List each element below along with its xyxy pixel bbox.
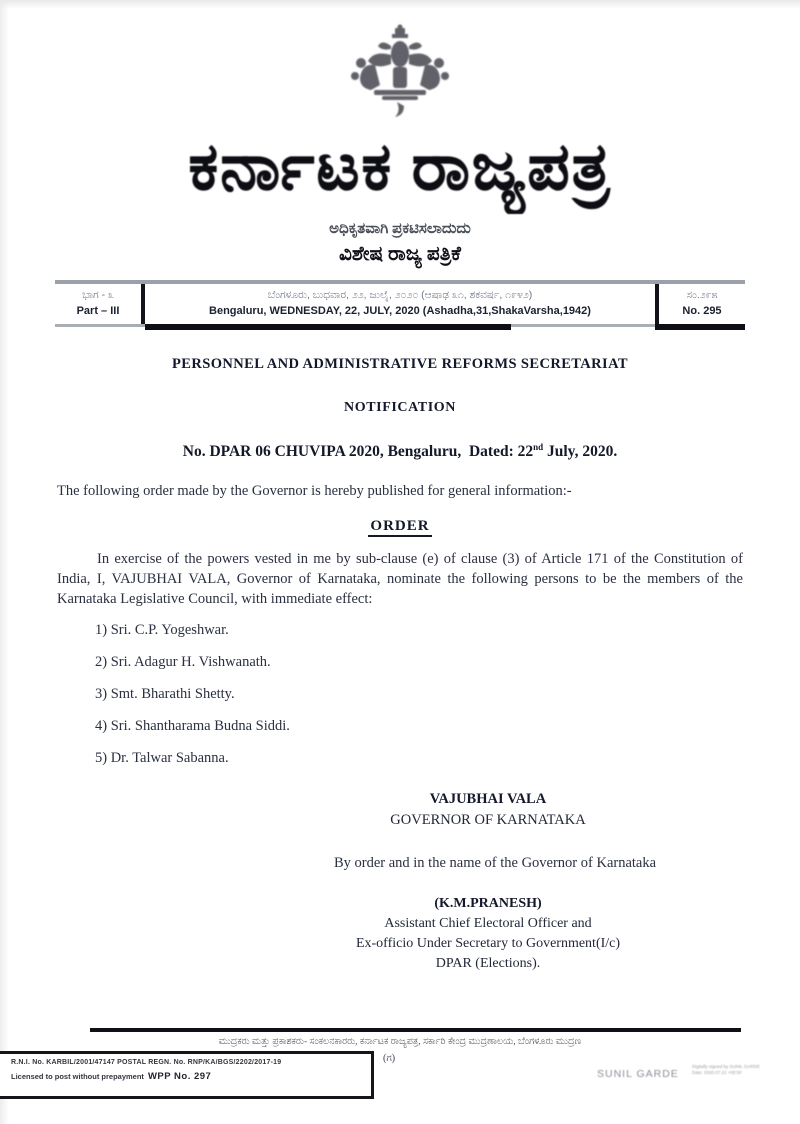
- issue-number-kannada: ಸಂ.೨೯೫: [686, 289, 718, 301]
- rni-postal-registration-line: R.N.I. No. KARBIL/2001/47147 POSTAL REGN. No. RNP/KA/BGS/2202/2017-19: [11, 1059, 282, 1066]
- publication-intro-line: The following order made by the Governor is hereby published for general information:-: [57, 483, 572, 500]
- footer-section-marker: (ಗ): [383, 1053, 396, 1064]
- published-by-authority-kannada: ಅಧಿಕೃತವಾಗಿ ಪ್ರಕಟಿಸಲಾದುದು: [329, 221, 471, 237]
- digital-signature-details: [692, 1064, 777, 1076]
- department-heading: PERSONNEL AND ADMINISTRATIVE REFORMS SECRETARIAT: [172, 356, 628, 372]
- part-label-english: Part – III: [76, 305, 120, 317]
- gazette-title-kannada: ಕರ್ನಾಟಕ ರಾಜ್ಯಪತ್ರ: [188, 131, 612, 204]
- nominee-item: 1) Sri. C.P. Yogeshwar.: [95, 622, 229, 639]
- date-cell: [145, 284, 655, 324]
- license-text: Licensed to post without prepayment: [11, 1072, 144, 1081]
- governor-name: VAJUBHAI VALA: [429, 791, 547, 808]
- band-thick-underline-left: [145, 324, 511, 330]
- officer-designation-line3: DPAR (Elections).: [435, 956, 541, 972]
- reference-prefix: No. DPAR 06 CHUVIPA 2020, Bengaluru, Dated: 22: [182, 443, 534, 461]
- officer-signature-block: [145, 894, 800, 974]
- order-heading: ORDER: [368, 518, 431, 537]
- governor-title: GOVERNOR OF KARNATAKA: [390, 812, 586, 829]
- printer-publisher-line-kannada: ಮುದ್ರಕರು ಮತ್ತು ಪ್ರಕಾಶಕರು- ಸಂಕಲನಕಾರರು, ಕರ್ನಾಟಕ ರಾಜ್ಯಪತ್ರ, ಸರ್ಕಾರಿ ಕೇಂದ್ರ ಮುದ್ರಣಾಲಯ, ಬೆಂಗಳೂರು ಮುದ್ರಣ: [218, 1037, 582, 1047]
- reference-suffix: July, 2020.: [543, 443, 618, 461]
- order-heading-wrap: [57, 517, 743, 535]
- nominee-item: 3) Smt. Bharathi Shetty.: [95, 686, 235, 703]
- reference-number-line: [57, 442, 743, 461]
- gazette-info-band: [55, 280, 745, 327]
- officer-designation-line2: Ex-officio Under Secretary to Government(I/c): [355, 936, 621, 952]
- nominee-list: [95, 621, 743, 767]
- digital-signature-line2: Date: 2020.07.22 +05'30': [692, 1070, 743, 1075]
- part-cell: [55, 284, 145, 324]
- karnataka-state-emblem-icon: [344, 24, 456, 120]
- notification-heading: NOTIFICATION: [344, 400, 456, 415]
- order-paragraph: In exercise of the powers vested in me by sub-clause (e) of clause (3) of Article 171 of the Constitution of India, I, VAJUBHAI VALA, Governor of Karnataka, nominate the following persons to be the members of the Karnataka Legislative Council, with immediate effect:: [57, 551, 743, 608]
- footer-divider-rule: [90, 1028, 741, 1032]
- by-order-line: By order and in the name of the Governor of Karnataka: [333, 855, 657, 872]
- reference-ordinal-suffix: nd: [533, 442, 544, 452]
- rni-registration-box: [0, 1051, 374, 1099]
- digital-signer-name: SUNIL GARDE: [597, 1068, 679, 1080]
- digital-signature-line1: Digitally signed by SUNIL GARDE: [692, 1064, 760, 1069]
- band-thick-underline-right: [655, 324, 745, 330]
- nominee-item: 5) Dr. Talwar Sabanna.: [95, 750, 229, 767]
- notification-body: [57, 356, 743, 974]
- governor-signature-block: [145, 789, 800, 831]
- officer-designation-line1: Assistant Chief Electoral Officer and: [384, 916, 592, 932]
- postal-license-line: [11, 1071, 365, 1082]
- nominee-item: 4) Sri. Shantharama Budna Siddi.: [95, 718, 290, 735]
- issue-number-english: No. 295: [682, 305, 722, 317]
- issue-number-cell: [655, 284, 745, 324]
- special-gazette-kannada: ವಿಶೇಷ ರಾಜ್ಯ ಪತ್ರಿಕೆ: [339, 243, 461, 265]
- officer-name: (K.M.PRANESH): [434, 896, 542, 912]
- wpp-number: WPP No. 297: [147, 1071, 212, 1082]
- date-line-english: Bengaluru, WEDNESDAY, 22, JULY, 2020 (Ashadha,31,ShakaVarsha,1942): [209, 305, 591, 317]
- part-label-kannada: ಭಾಗ - ೩: [82, 289, 114, 301]
- nominee-item: 2) Sri. Adagur H. Vishwanath.: [95, 654, 271, 671]
- date-line-kannada: ಬೆಂಗಳೂರು, ಬುಧವಾರ, ೨೨, ಜುಲೈ, ೨೦೨೦ (ಆಷಾಢ ೩೧, ಶಕವರ್ಷ, ೧೯೪೨): [267, 289, 533, 301]
